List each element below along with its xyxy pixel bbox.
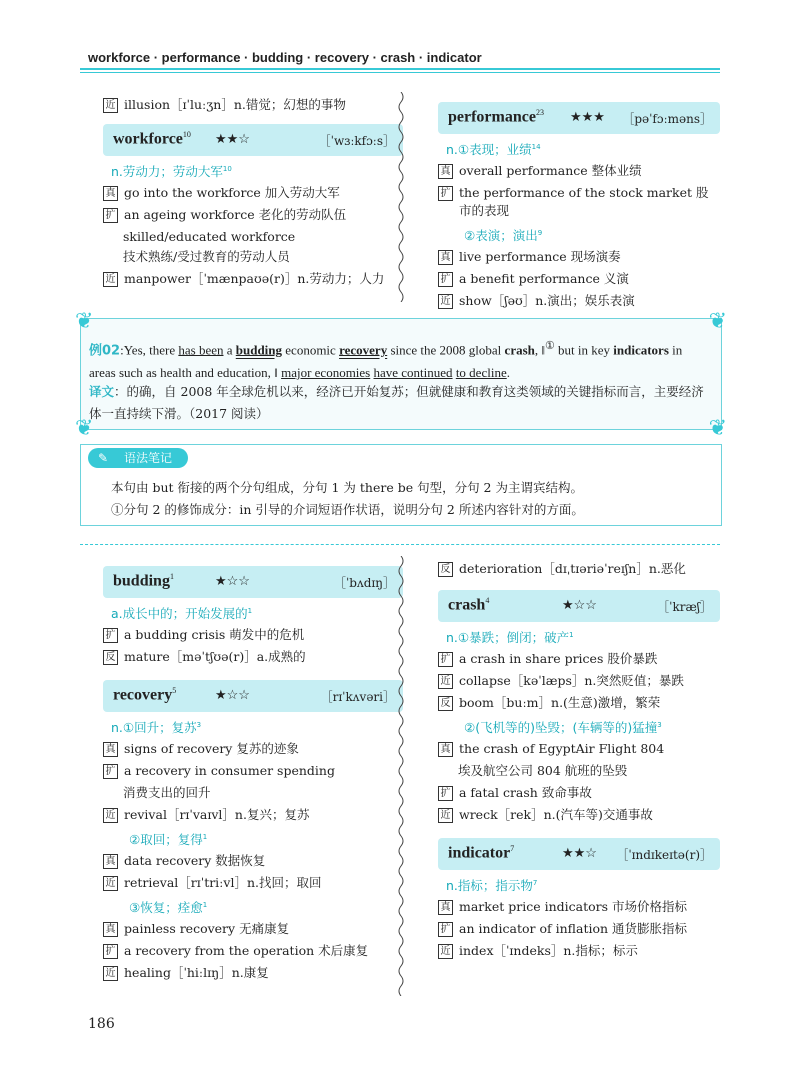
entry-text: deterioration［dɪˌtɪəriəˈreɪʃn］n.恶化 [459,561,686,576]
entry-text: the crash of EgyptAir Flight 804 [459,741,665,756]
sense-label: n.①回升；复苏$^3$ [111,720,202,735]
entry-text: signs of recovery 复苏的迹象 [124,741,299,756]
entry-text: live performance 现场演奏 [459,249,621,264]
entry-row [103,270,403,288]
entry-row [103,184,403,202]
tag-box: 反 [103,650,118,665]
entry-text: illusion［ɪˈluːʒn］n.错觉；幻想的事物 [124,97,346,112]
entry-row [103,942,403,960]
example-english: 例02:Yes, there has been a budding economic recovery since the 2008 global crash, ‖① but in key indicators in areas such as health and education, ‖ major economies have continued to decline. [89,340,683,381]
ornament-icon: ❦ [708,416,727,441]
star-rating: ★☆☆ [215,574,250,589]
tag-box: 真 [438,742,453,757]
translation-text: 的确，自 2008 年全球危机以来，经济已开始复苏；但就健康和教育这类领域的关键指标而言，主要经济体一直持续下滑。（2017 阅读） [89,384,704,421]
entry-row [438,270,720,288]
entry-row [438,942,720,960]
entry-row [103,762,403,780]
entry-text: manpower［ˈmænpaʊə(r)］n.劳动力；人力 [124,271,385,286]
entry-row [103,874,403,892]
phonetic: ［pəˈfɔːməns］ [622,112,712,126]
left-top-column [103,92,403,292]
entry-row [438,162,720,180]
phonetic: ［ˈwɜːkfɔːs］ [318,134,395,148]
header-rule [80,68,720,70]
translation-label: 译文 [89,384,115,399]
phonetic: ［ˈbʌdɪŋ］ [333,576,395,590]
tag-box: 反 [438,696,453,711]
tag-box: 扩 [438,272,453,287]
example-sentence-box [75,309,727,441]
star-rating: ★☆☆ [215,688,250,703]
entry-text: a fatal crash 致命事故 [459,785,592,800]
running-header: workforce · performance · budding · recovery · crash · indicator [88,50,482,65]
entry-row [438,650,720,668]
entry-row [438,694,720,712]
sense-label: ②取回；复得$^1$ [129,832,208,847]
entry-text: mature［məˈtʃʊə(r)］a.成熟的 [124,649,306,664]
headword: performance$^{23}$ [448,108,544,126]
sense-label: n.①表现；业绩$^{14}$ [446,142,541,157]
entry-row [438,248,720,266]
entry-row [438,292,720,310]
entry-row [438,672,720,690]
tag-box: 近 [103,966,118,981]
entry-text: painless recovery 无痛康复 [124,921,290,936]
left-bottom-column [103,560,403,986]
tag-box: 扩 [438,922,453,937]
ornament-icon: ❦ [708,309,727,334]
entry-text: a recovery in consumer spending [124,763,335,778]
tag-box: 真 [103,854,118,869]
entry-text: boom［buːm］n.(生意)激增，繁荣 [459,695,661,710]
sense-label: n.①暴跌；倒闭；破产$^1$ [446,630,574,645]
entry-row [438,920,720,938]
tag-box: 真 [103,186,118,201]
entry-continuation: 消费支出的回升 [123,785,211,800]
column-divider [396,92,406,302]
star-rating: ★★☆ [215,132,250,147]
sense-label: n.指标；指示物$^7$ [446,878,538,893]
word-header-budding [103,566,403,598]
tag-box: 真 [438,164,453,179]
tag-box: 扩 [438,652,453,667]
sense-label: ③恢复；痊愈$^1$ [129,900,208,915]
entry-text: show［ʃəʊ］n.演出；娱乐表演 [459,293,635,308]
word-header-recovery [103,680,403,712]
word-header-indicator [438,838,720,870]
tag-box: 近 [438,944,453,959]
word-header-performance [438,102,720,134]
headword: crash$^4$ [448,596,490,614]
tag-box: 真 [438,900,453,915]
entry-row [438,898,720,916]
tag-box: 扩 [438,186,453,201]
notes-line: 本句由 but 衔接的两个分句组成，分句 1 为 there be 句型，分句 2 为主谓宾结构。 [111,480,583,495]
sense-label: ②(飞机等的)坠毁；(车辆等的)猛撞$^3$ [464,720,662,735]
phonetic: ［ˈɪndɪkeɪtə(r)］ [616,848,712,862]
example-label: 例02 [89,343,121,359]
ornament-icon: ❦ [75,416,94,441]
tag-box: 真 [103,922,118,937]
sense-label: n.劳动力；劳动大军$^{10}$ [111,164,232,179]
page-number: 186 [88,1016,115,1032]
star-rating: ★☆☆ [562,598,597,613]
entry-text: revival［rɪˈvaɪvl］n.复兴；复苏 [124,807,310,822]
entry-text: the performance of the stock market 股市的表现 [459,185,709,218]
entry-text: an ageing workforce 老化的劳动队伍 [124,207,347,222]
entry-text: retrieval［rɪˈtriːvl］n.找回；取回 [124,875,322,890]
entry-text: a benefit performance 义演 [459,271,629,286]
tag-box: 扩 [438,786,453,801]
entry-text: collapse［kəˈlæps］n.突然贬值；暴跌 [459,673,684,688]
entry-continuation: 技术熟练/受过教育的劳动人员 [123,249,290,264]
tag-box: 近 [103,272,118,287]
entry-row [103,206,403,224]
tag-box: 近 [103,98,118,113]
tag-box: 近 [103,876,118,891]
entry-continuation: skilled/educated workforce [123,229,296,244]
star-rating: ★★★ [570,110,605,125]
entry-row [103,920,403,938]
tag-box: 近 [438,294,453,309]
example-translation: 译文：的确，自 2008 年全球危机以来，经济已开始复苏；但就健康和教育这类领域的关键指标而言，主要经济体一直持续下滑。（2017 阅读） [89,384,704,421]
entry-row [103,96,403,114]
entry-row [103,626,403,644]
entry-row [438,740,720,758]
entry-text: a budding crisis 萌发中的危机 [124,627,305,642]
tag-box: 近 [103,808,118,823]
tag-box: 扩 [103,764,118,779]
entry-text: healing［ˈhiːlɪŋ］n.康复 [124,965,269,980]
entry-continuation: 埃及航空公司 804 航班的坠毁 [458,763,628,778]
ornament-icon: ❦ [75,309,94,334]
headword: recovery$^5$ [113,686,177,704]
tag-box: 反 [438,562,453,577]
headword: budding$^1$ [113,572,174,590]
headword: workforce$^{10}$ [113,130,191,148]
right-bottom-column [438,556,720,964]
entry-text: index［ˈɪndeks］n.指标；标示 [459,943,638,958]
entry-row [438,784,720,802]
entry-text: go into the workforce 加入劳动大军 [124,185,340,200]
tag-box: 近 [438,808,453,823]
headword: indicator$^7$ [448,844,515,862]
right-top-column [438,92,720,314]
entry-row [103,740,403,758]
notes-body [111,477,711,521]
word-header-crash [438,590,720,622]
tag-box: 真 [438,250,453,265]
tag-box: 扩 [103,944,118,959]
section-divider [80,544,720,545]
star-rating: ★★☆ [562,846,597,861]
entry-text: a crash in share prices 股价暴跌 [459,651,658,666]
tag-box: 真 [103,742,118,757]
word-header-workforce [103,124,403,156]
sense-label: ②表演；演出$^9$ [464,228,543,243]
entry-text: overall performance 整体业绩 [459,163,642,178]
entry-row [103,964,403,982]
tag-box: 扩 [103,628,118,643]
column-divider [396,556,406,996]
entry-row [438,184,720,220]
sense-label: a.成长中的；开始发展的$^1$ [111,606,253,621]
entry-row [103,852,403,870]
tag-box: 近 [438,674,453,689]
pen-icon: ✎ [98,451,109,465]
entry-text: market price indicators 市场价格指标 [459,899,688,914]
notes-title: ✎ 语法笔记 [88,448,188,468]
entry-text: a recovery from the operation 术后康复 [124,943,369,958]
entry-row [438,806,720,824]
tag-box: 扩 [103,208,118,223]
entry-text: wreck［rek］n.(汽车等)交通事故 [459,807,653,822]
phonetic: ［ˈkræʃ］ [657,600,712,614]
phonetic: ［rɪˈkʌvəri］ [320,690,395,704]
entry-row [103,806,403,824]
entry-row [438,560,720,578]
entry-text: data recovery 数据恢复 [124,853,266,868]
entry-row [103,648,403,666]
entry-text: an indicator of inflation 通货膨胀指标 [459,921,688,936]
header-rule-thin [80,72,720,73]
notes-line: ①分句 2 的修饰成分：in 引导的介词短语作状语，说明分句 2 所述内容针对的方面。 [111,502,584,517]
